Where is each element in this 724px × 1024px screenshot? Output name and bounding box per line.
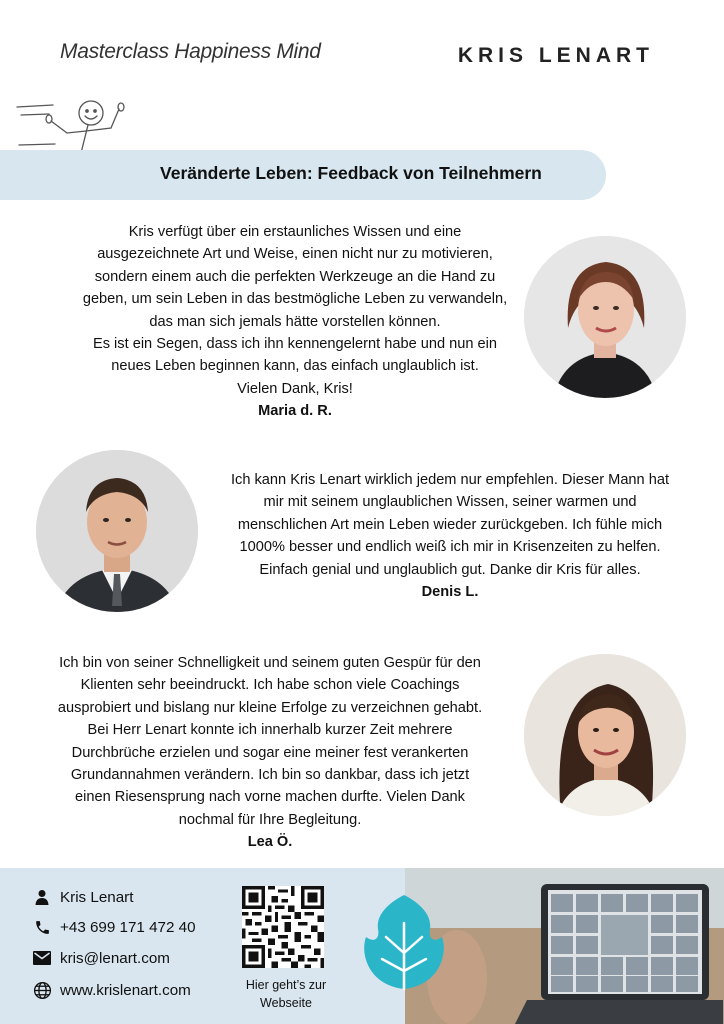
testimonial-line: ausgezeichnete Art und Weise, einen nicht nur zu motivieren, — [97, 246, 493, 263]
globe-icon — [32, 980, 52, 1000]
testimonial-denis — [200, 469, 700, 603]
testimonial-line: geben, um sein Leben in das bestmögliche Leben zu verwandeln, — [82, 291, 508, 308]
qr-caption-line: Hier geht’s zur — [245, 978, 327, 992]
course-title: Masterclass Happiness Mind — [60, 40, 321, 63]
testimonial-line: Bei Herr Lenart konnte ich innerhalb kurzer Zeit mehrere — [87, 722, 453, 739]
contact-phone[interactable] — [32, 917, 196, 937]
testimonial-line: das man sich jemals hätte vorstellen können. — [149, 313, 441, 330]
testimonial-line: Ich kann Kris Lenart wirklich jedem nur empfehlen. Dieser Mann hat — [230, 472, 670, 488]
testimonial-line: Ich bin von seiner Schnelligkeit und seinem guten Gespür für den — [59, 655, 481, 671]
testimonial-line: sondern einem auch die perfekten Werkzeuge an die Hand zu — [94, 268, 496, 285]
testimonial-author: Denis L. — [421, 584, 479, 601]
testimonial-maria — [40, 221, 550, 423]
contact-website[interactable] — [32, 980, 191, 1000]
avatar-maria — [524, 236, 686, 398]
testimonial-line: Grundannahmen verändern. Ich bin so dankbar, dass ich jetzt — [70, 767, 470, 784]
testimonial-line: 1000% besser und endlich weiß ich mir in Krisenzeiten zu helfen. — [239, 539, 661, 556]
leaf-logo-icon — [358, 893, 450, 991]
testimonial-line: Vielen Dank, Kris! — [237, 380, 353, 397]
testimonial-line: Kris verfügt über ein erstaunliches Wissen und eine — [128, 224, 462, 240]
phone-icon — [32, 917, 52, 937]
testimonial-line: einen Riesensprung nach vorne machen durfte. Vielen Dank — [75, 789, 465, 806]
testimonial-line: neues Leben beginnen kann, das einfach unglaublich ist. — [111, 358, 479, 375]
laptop-video-call-photo — [405, 868, 724, 1024]
contact-name — [32, 887, 133, 907]
qr-caption-line: Webseite — [260, 996, 312, 1010]
avatar-lea — [524, 654, 686, 816]
testimonial-author: Lea Ö. — [247, 834, 293, 851]
contact-phone-text[interactable]: +43 699 171 472 40 — [60, 918, 196, 936]
testimonial-line: mir mit seinem unglaublichen Wissen, seiner warmen und — [263, 494, 637, 511]
testimonial-line: ausprobiert und bislang nur kleine Erfolge zu verzeichnen gehabt. — [57, 699, 483, 716]
laptop-illustration — [515, 884, 723, 1024]
contact-name-text: Kris Lenart — [60, 888, 134, 906]
testimonial-author: Maria d. R. — [258, 403, 332, 420]
person-icon — [32, 887, 52, 907]
qr-code-icon[interactable] — [242, 886, 324, 968]
brand-name: KRIS LENART — [457, 44, 654, 67]
contact-email[interactable] — [32, 948, 170, 968]
mail-icon — [32, 948, 52, 968]
testimonial-line: menschlichen Art mein Leben wieder zurückgeben. Ich fühle mich — [237, 516, 663, 533]
testimonial-line: Einfach genial und unglaublich gut. Danke dir Kris für alles. — [259, 561, 641, 578]
testimonial-line: Es ist ein Segen, dass ich ihn kennengelernt habe und nun ein — [92, 336, 498, 353]
contact-website-text[interactable]: www.krislenart.com — [60, 981, 191, 999]
testimonial-line: Durchbrüche erzielen und sogar eine meiner fest verankerten — [71, 744, 469, 761]
qr-caption — [226, 976, 346, 1012]
testimonial-line: nochmal für Ihre Begleitung. — [178, 811, 362, 828]
section-title: Veränderte Leben: Feedback von Teilnehmern — [160, 163, 542, 183]
testimonial-lea — [30, 652, 510, 854]
testimonial-line: Klienten sehr beeindruckt. Ich habe schon viele Coachings — [80, 677, 460, 694]
avatar-denis — [36, 450, 198, 612]
contact-email-text[interactable]: kris@lenart.com — [60, 949, 170, 967]
